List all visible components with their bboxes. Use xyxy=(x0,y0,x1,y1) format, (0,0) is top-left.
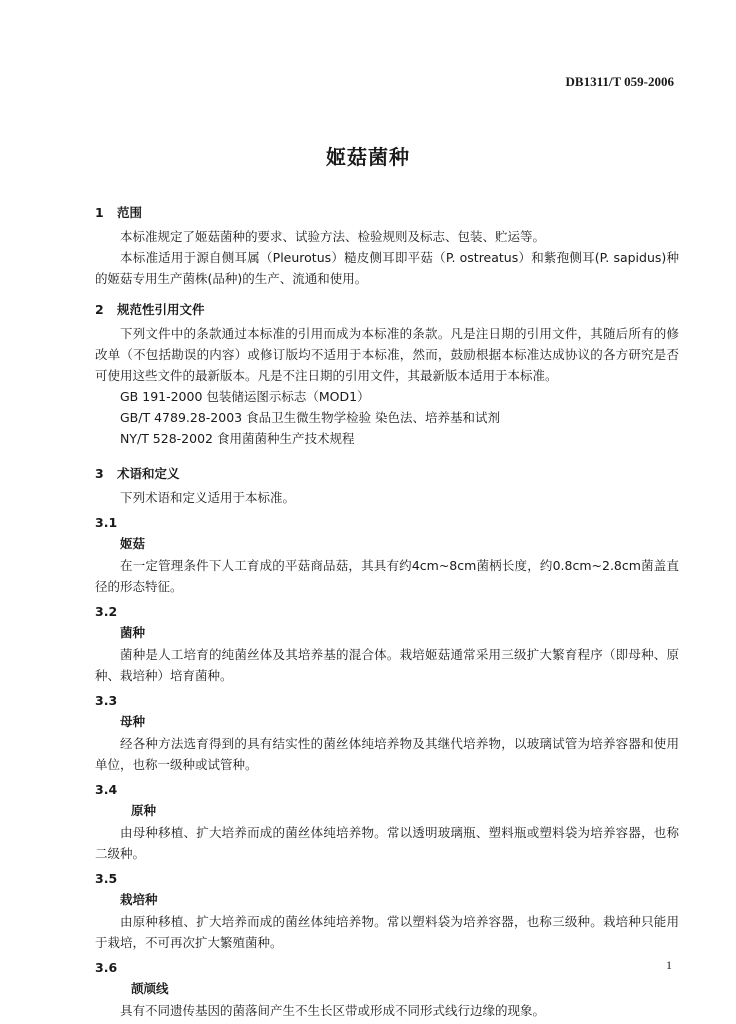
references-paragraph: 下列文件中的条款通过本标准的引用而成为本标准的条款。凡是注日期的引用文件，其随后所有的修改单（不包括勘误的内容）或修订版均不适用于本标准，然而，鼓励根据本标准达成协议的各方研究是否可使用这些文件的最新版本。凡是不注日期的引用文件，其最新版本适用于本标准。 xyxy=(95,326,679,383)
section-heading-normative-references xyxy=(95,297,679,323)
term-title: 原种 xyxy=(131,803,157,818)
term-title: 菌种 xyxy=(120,625,146,640)
section-title: 术语和定义 xyxy=(117,466,180,481)
section-number: 3 xyxy=(95,466,104,481)
subsection-number: 3.5 xyxy=(95,871,118,886)
document-title: 姬菇菌种 xyxy=(326,145,410,169)
page-number: 1 xyxy=(666,958,672,972)
reference-item: GB/T 4789.28-2003 食品卫生微生物学检验 染色法、培养基和试剂 xyxy=(120,410,501,425)
section-title: 范围 xyxy=(117,205,143,220)
term-title: 母种 xyxy=(120,714,146,729)
scope-paragraph-1: 本标准规定了姬菇菌种的要求、试验方法、检验规则及标志、包装、贮运等。 xyxy=(120,229,546,244)
subsection-number: 3.4 xyxy=(95,782,118,797)
term-title: 颉颃线 xyxy=(131,981,169,996)
document-body xyxy=(95,200,679,1021)
section-title: 规范性引用文件 xyxy=(117,302,205,317)
term-definition: 由原种移植、扩大培养而成的菌丝体纯培养物。常以塑料袋为培养容器，也称三级种。栽培种只能用于栽培，不可再次扩大繁殖菌种。 xyxy=(95,914,679,950)
section-number: 2 xyxy=(95,302,104,317)
terms-intro-paragraph: 下列术语和定义适用于本标准。 xyxy=(120,490,296,505)
term-title: 栽培种 xyxy=(120,892,158,907)
section-heading-scope xyxy=(95,200,679,226)
term-definition: 菌种是人工培育的纯菌丝体及其培养基的混合体。栽培姬菇通常采用三级扩大繁育程序（即母种、原种、栽培种）培育菌种。 xyxy=(95,647,679,683)
section-heading-terms-definitions xyxy=(95,461,679,487)
term-title: 姬菇 xyxy=(120,536,146,551)
term-definition: 在一定管理条件下人工育成的平菇商品菇，其具有约4cm~8cm菌柄长度，约0.8cm~2.8cm菌盖直径的形态特征。 xyxy=(95,558,679,594)
subsection-number: 3.1 xyxy=(95,515,118,530)
subsection-number: 3.6 xyxy=(95,960,118,975)
reference-item: GB 191-2000 包装储运图示标志（MOD1） xyxy=(120,389,370,404)
section-number: 1 xyxy=(95,205,104,220)
term-definition: 由母种移植、扩大培养而成的菌丝体纯培养物。常以透明玻璃瓶、塑料瓶或塑料袋为培养容器，也称二级种。 xyxy=(95,825,679,861)
term-definition: 经各种方法选育得到的具有结实性的菌丝体纯培养物及其继代培养物，以玻璃试管为培养容器和使用单位，也称一级种或试管种。 xyxy=(95,736,679,772)
subsection-number: 3.2 xyxy=(95,604,118,619)
scope-paragraph-2: 本标准适用于源自侧耳属（Pleurotus）糙皮侧耳即平菇（P. ostreatus）和紫孢侧耳(P. sapidus)种的姬菇专用生产菌株(品种)的生产、流通和使用。 xyxy=(95,250,679,286)
subsection-number: 3.3 xyxy=(95,693,118,708)
reference-item: NY/T 528-2002 食用菌菌种生产技术规程 xyxy=(120,431,355,446)
document-code: DB1311/T 059-2006 xyxy=(565,74,674,89)
term-definition: 具有不同遗传基因的菌落间产生不生长区带或形成不同形式线行边缘的现象。 xyxy=(120,1003,546,1018)
